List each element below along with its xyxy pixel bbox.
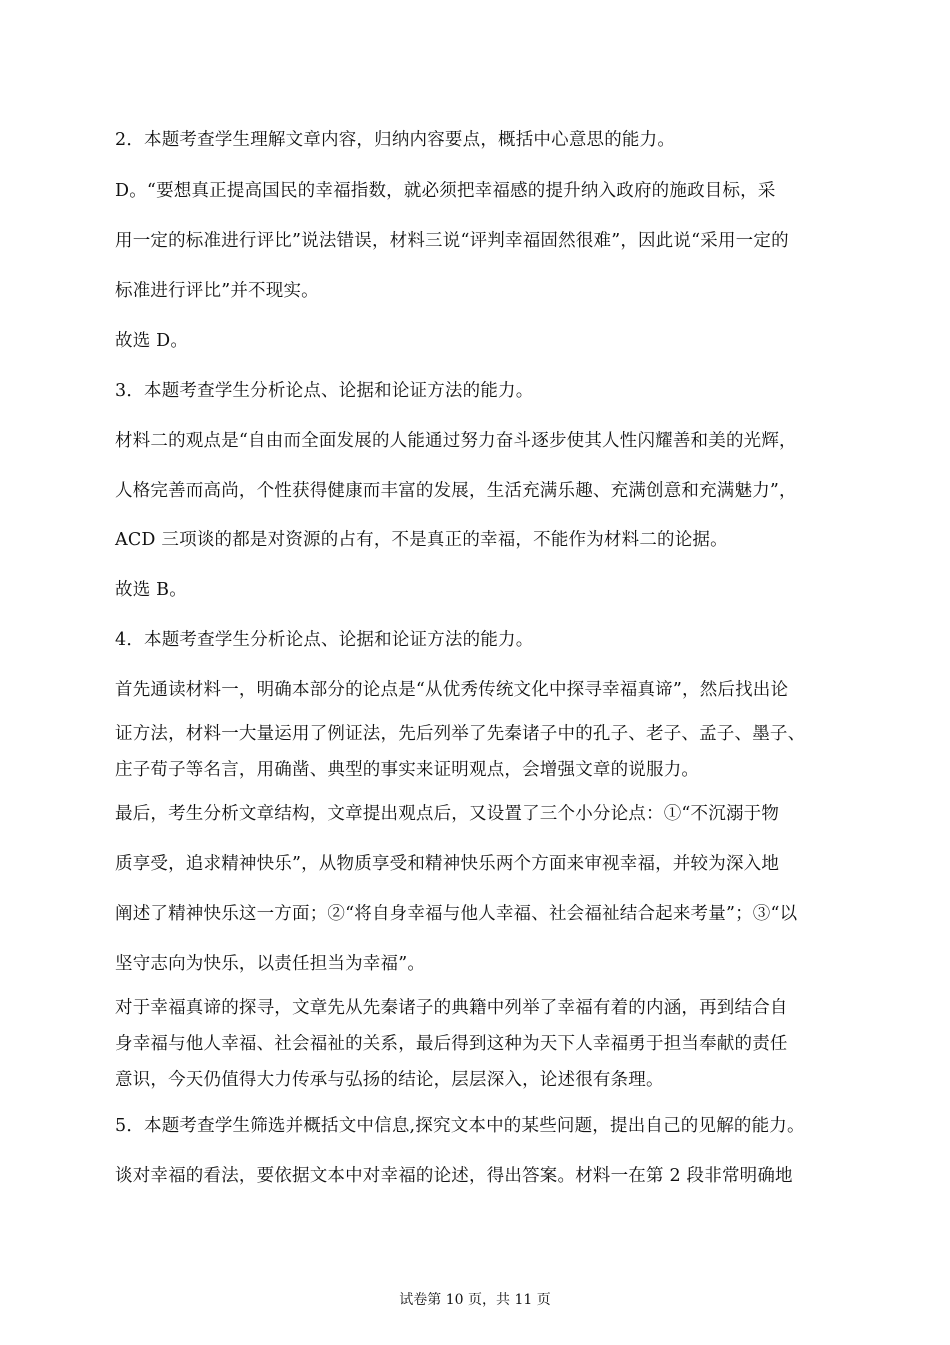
text-line: 证方法，材料一大量运用了例证法，先后列举了先秦诸子中的孔子、老子、孟子、墨子、 (115, 724, 806, 744)
text-line: 标准进行评比”并不现实。 (115, 281, 319, 301)
page-footer: 试卷第 10 页，共 11 页 (399, 1292, 551, 1308)
text-line: 用一定的标准进行评比”说法错误，材料三说“评判幸福固然很难”，因此说“采用一定的 (115, 231, 789, 251)
text-line: 首先通读材料一，明确本部分的论点是“从优秀传统文化中探寻幸福真谛”，然后找出论 (115, 680, 789, 700)
text-line: 坚守志向为快乐，以责任担当为幸福”。 (115, 954, 426, 974)
text-line: D。“要想真正提高国民的幸福指数，就必须把幸福感的提升纳入政府的施政目标，采 (115, 181, 776, 201)
text-line: 谈对幸福的看法，要依据文本中对幸福的论述，得出答案。材料一在第 2 段非常明确地 (115, 1166, 793, 1186)
text-line: 故选 B。 (115, 580, 187, 600)
text-line: 4．本题考查学生分析论点、论据和论证方法的能力。 (115, 630, 534, 650)
text-line: 人格完善而高尚，个性获得健康而丰富的发展，生活充满乐趣、充满创意和充满魅力”， (115, 481, 797, 501)
text-line: 对于幸福真谛的探寻，文章先从先秦诸子的典籍中列举了幸福有着的内涵，再到结合自 (115, 998, 788, 1018)
text-line: 2．本题考查学生理解文章内容，归纳内容要点，概括中心意思的能力。 (115, 130, 676, 150)
text-line: 庄子荀子等名言，用确凿、典型的事实来证明观点，会增强文章的说服力。 (115, 760, 700, 780)
text-line: 最后，考生分析文章结构，文章提出观点后，又设置了三个小分论点：①“不沉溺于物 (115, 804, 780, 824)
text-line: 阐述了精神快乐这一方面；②“将自身幸福与他人幸福、社会福祉结合起来考量”；③“以 (115, 904, 798, 924)
text-line: 质享受，追求精神快乐”，从物质享受和精神快乐两个方面来审视幸福，并较为深入地 (115, 854, 780, 874)
text-line: 材料二的观点是“自由而全面发展的人能通过努力奋斗逐步使其人性闪耀善和美的光辉， (115, 431, 797, 451)
text-line: 身幸福与他人幸福、社会福祉的关系，最后得到这种为天下人幸福勇于担当奉献的责任 (115, 1034, 788, 1054)
text-line: 5．本题考查学生筛选并概括文中信息,探究文本中的某些问题，提出自己的见解的能力。 (115, 1116, 805, 1136)
text-line: 3．本题考查学生分析论点、论据和论证方法的能力。 (115, 381, 534, 401)
text-line: 意识，今天仍值得大力传承与弘扬的结论，层层深入，论述很有条理。 (115, 1070, 664, 1090)
text-line: 故选 D。 (115, 331, 189, 351)
text-line: ACD 三项谈的都是对资源的占有，不是真正的幸福，不能作为材料二的论据。 (115, 530, 728, 550)
